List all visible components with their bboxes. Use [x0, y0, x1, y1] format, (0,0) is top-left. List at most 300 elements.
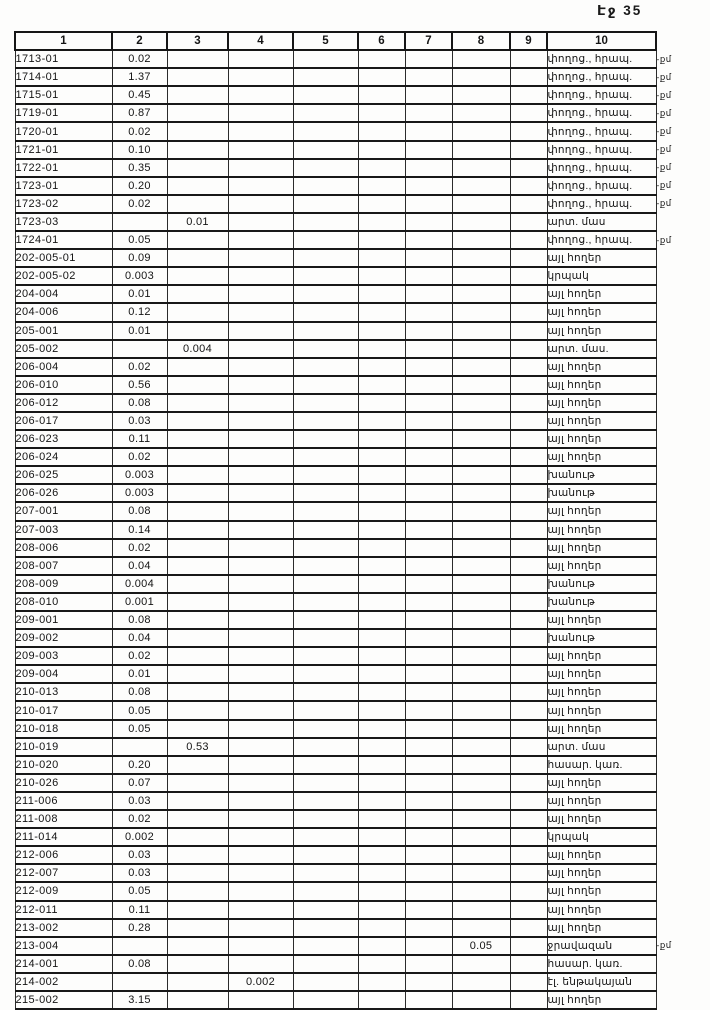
cell-area-value	[358, 901, 405, 919]
cell-parcel-code: 209-002	[15, 629, 112, 647]
cell-margin-note	[656, 466, 704, 484]
cell-land-use: այլ հողեր	[547, 358, 656, 376]
cell-area-value	[228, 86, 293, 104]
cell-area-value	[510, 213, 547, 231]
cell-land-use: այլ հողեր	[547, 882, 656, 900]
cell-area-value	[293, 521, 358, 539]
cell-parcel-code: 214-001	[15, 955, 112, 973]
cell-area-value	[293, 901, 358, 919]
cell-area-value	[358, 647, 405, 665]
cell-margin-note	[656, 846, 704, 864]
cell-area-value	[228, 502, 293, 520]
cell-area-value	[405, 973, 452, 991]
cell-area-value	[167, 159, 228, 177]
cell-area-value	[112, 937, 167, 955]
cell-area-value	[167, 231, 228, 249]
cell-area-value	[358, 665, 405, 683]
cell-area-value	[358, 466, 405, 484]
cell-area-value	[167, 683, 228, 701]
cell-area-value: 0.01	[112, 285, 167, 303]
table-row	[15, 358, 704, 376]
cell-land-use: այլ հողեր	[547, 901, 656, 919]
cell-area-value	[293, 267, 358, 285]
cell-area-value	[510, 557, 547, 575]
cell-area-value	[358, 828, 405, 846]
cell-area-value: 0.45	[112, 86, 167, 104]
cell-area-value	[405, 738, 452, 756]
cell-area-value: 0.003	[112, 466, 167, 484]
cell-area-value	[293, 340, 358, 358]
cell-area-value	[510, 683, 547, 701]
cell-land-use: այլ հողեր	[547, 665, 656, 683]
cell-area-value	[228, 991, 293, 1009]
cell-area-value	[358, 104, 405, 122]
cell-area-value	[293, 955, 358, 973]
cell-area-value	[167, 448, 228, 466]
cell-area-value	[293, 720, 358, 738]
cell-area-value: 0.87	[112, 104, 167, 122]
cell-area-value	[405, 448, 452, 466]
cell-area-value	[405, 647, 452, 665]
cell-area-value	[405, 629, 452, 647]
table-row	[15, 955, 704, 973]
cell-area-value	[510, 593, 547, 611]
cell-area-value	[358, 539, 405, 557]
cell-area-value	[452, 394, 510, 412]
cell-area-value: 0.20	[112, 756, 167, 774]
cell-parcel-code: 210-020	[15, 756, 112, 774]
cell-margin-note	[656, 774, 704, 792]
cell-land-use: փողոց., հրապ.	[547, 231, 656, 249]
cell-parcel-code: 206-023	[15, 430, 112, 448]
cell-area-value: 0.05	[452, 937, 510, 955]
cell-area-value: 0.05	[112, 720, 167, 738]
cell-area-value	[167, 394, 228, 412]
cell-margin-note	[656, 484, 704, 502]
cell-land-use: այլ հողեր	[547, 539, 656, 557]
cell-area-value	[452, 159, 510, 177]
table-row	[15, 466, 704, 484]
cell-land-use: այլ հողեր	[547, 430, 656, 448]
cell-area-value	[358, 249, 405, 267]
table-row	[15, 774, 704, 792]
cell-area-value	[358, 629, 405, 647]
table-row	[15, 285, 704, 303]
cell-area-value	[510, 195, 547, 213]
column-header-4: 4	[228, 32, 293, 50]
cell-area-value	[228, 955, 293, 973]
cell-parcel-code: 215-002	[15, 991, 112, 1009]
cell-area-value	[452, 104, 510, 122]
cell-margin-note	[656, 792, 704, 810]
cell-area-value	[167, 647, 228, 665]
cell-area-value	[228, 882, 293, 900]
cell-area-value	[293, 249, 358, 267]
cell-land-use: խանութ	[547, 629, 656, 647]
cell-margin-note	[656, 521, 704, 539]
cell-parcel-code: 206-025	[15, 466, 112, 484]
cell-area-value	[228, 68, 293, 86]
cell-area-value	[167, 86, 228, 104]
cell-area-value	[293, 376, 358, 394]
cell-margin-note	[656, 611, 704, 629]
table-row	[15, 122, 704, 140]
cell-margin-note	[656, 683, 704, 701]
cell-area-value	[510, 340, 547, 358]
cell-area-value	[167, 593, 228, 611]
cell-land-use: խանութ	[547, 484, 656, 502]
cell-area-value	[167, 864, 228, 882]
cell-area-value	[452, 756, 510, 774]
cell-area-value: 0.003	[112, 484, 167, 502]
cell-area-value	[452, 213, 510, 231]
cell-area-value	[293, 141, 358, 159]
table-row	[15, 575, 704, 593]
cell-area-value: 0.02	[112, 647, 167, 665]
cell-area-value	[405, 774, 452, 792]
cell-area-value: 0.02	[112, 448, 167, 466]
cell-area-value	[510, 177, 547, 195]
cell-area-value	[293, 50, 358, 68]
cell-area-value	[293, 647, 358, 665]
cell-area-value: 0.10	[112, 141, 167, 159]
cell-area-value	[510, 502, 547, 520]
cell-area-value	[452, 901, 510, 919]
cell-parcel-code: 204-006	[15, 303, 112, 321]
cell-margin-note	[656, 756, 704, 774]
cell-area-value	[228, 665, 293, 683]
cell-area-value	[405, 376, 452, 394]
cell-area-value	[510, 466, 547, 484]
cell-area-value	[228, 792, 293, 810]
cell-area-value	[167, 901, 228, 919]
cell-area-value	[167, 575, 228, 593]
table-row	[15, 846, 704, 864]
cell-area-value	[228, 267, 293, 285]
cell-area-value: 0.002	[112, 828, 167, 846]
cell-area-value	[510, 267, 547, 285]
table-row	[15, 539, 704, 557]
cell-area-value	[358, 683, 405, 701]
cell-area-value	[167, 484, 228, 502]
cell-parcel-code: 210-019	[15, 738, 112, 756]
cell-parcel-code: 212-009	[15, 882, 112, 900]
cell-land-use: արտ. մաս	[547, 213, 656, 231]
cell-area-value	[167, 322, 228, 340]
cell-margin-note	[656, 303, 704, 321]
cell-area-value	[358, 593, 405, 611]
cell-area-value	[293, 611, 358, 629]
cell-parcel-code: 1722-01	[15, 159, 112, 177]
cell-area-value	[293, 104, 358, 122]
cell-area-value: 0.14	[112, 521, 167, 539]
cell-area-value	[405, 683, 452, 701]
cell-area-value	[228, 340, 293, 358]
cell-area-value	[405, 249, 452, 267]
cell-area-value	[405, 521, 452, 539]
cell-area-value	[452, 285, 510, 303]
cell-area-value	[405, 792, 452, 810]
cell-area-value	[510, 50, 547, 68]
cell-area-value	[228, 122, 293, 140]
cell-area-value	[228, 285, 293, 303]
cell-area-value	[167, 539, 228, 557]
cell-margin-note	[656, 973, 704, 991]
cell-area-value	[452, 864, 510, 882]
cell-parcel-code: 208-010	[15, 593, 112, 611]
cell-area-value	[167, 104, 228, 122]
cell-area-value	[228, 919, 293, 937]
cell-parcel-code: 207-003	[15, 521, 112, 539]
cell-area-value	[167, 412, 228, 430]
cell-area-value	[228, 846, 293, 864]
cell-area-value	[405, 50, 452, 68]
cell-parcel-code: 208-007	[15, 557, 112, 575]
cell-area-value: 0.02	[112, 358, 167, 376]
cell-area-value	[228, 720, 293, 738]
table-row	[15, 177, 704, 195]
table-row	[15, 611, 704, 629]
cell-area-value	[167, 50, 228, 68]
cell-area-value	[405, 394, 452, 412]
cell-area-value	[452, 68, 510, 86]
cell-land-use: արտ. մաս.	[547, 340, 656, 358]
cell-land-use: փողոց., հրապ.	[547, 86, 656, 104]
cell-area-value	[228, 557, 293, 575]
cell-area-value	[167, 991, 228, 1009]
cell-area-value	[405, 937, 452, 955]
table-row	[15, 882, 704, 900]
cell-area-value	[228, 683, 293, 701]
cell-area-value	[167, 792, 228, 810]
cell-area-value	[452, 502, 510, 520]
cell-area-value	[358, 213, 405, 231]
cell-margin-note: -քմ	[656, 144, 672, 155]
cell-area-value	[452, 322, 510, 340]
cell-parcel-code: 211-006	[15, 792, 112, 810]
cell-area-value	[510, 358, 547, 376]
cell-area-value	[405, 882, 452, 900]
cell-land-use: այլ հողեր	[547, 991, 656, 1009]
cell-area-value	[293, 394, 358, 412]
cell-area-value	[293, 701, 358, 719]
cell-area-value	[228, 213, 293, 231]
cell-margin-note	[656, 430, 704, 448]
cell-area-value	[358, 177, 405, 195]
table-row	[15, 159, 704, 177]
cell-area-value	[510, 919, 547, 937]
cell-area-value	[293, 629, 358, 647]
cell-area-value	[358, 412, 405, 430]
cell-area-value	[510, 322, 547, 340]
cell-parcel-code: 210-017	[15, 701, 112, 719]
cell-area-value	[452, 919, 510, 937]
table-row	[15, 412, 704, 430]
cell-area-value	[510, 828, 547, 846]
cell-area-value	[405, 267, 452, 285]
cell-parcel-code: 206-026	[15, 484, 112, 502]
cell-area-value	[358, 611, 405, 629]
table-row	[15, 629, 704, 647]
table-row	[15, 104, 704, 122]
cell-area-value: 0.02	[112, 50, 167, 68]
cell-area-value	[452, 828, 510, 846]
table-row	[15, 973, 704, 991]
cell-area-value	[228, 358, 293, 376]
cell-area-value	[228, 774, 293, 792]
cell-land-use: կրպակ	[547, 267, 656, 285]
cell-area-value	[405, 141, 452, 159]
cell-area-value	[293, 213, 358, 231]
cell-area-value	[405, 502, 452, 520]
cell-land-use: այլ հողեր	[547, 919, 656, 937]
cell-margin-note	[656, 285, 704, 303]
cell-area-value	[510, 141, 547, 159]
cell-area-value	[167, 557, 228, 575]
cell-area-value	[167, 756, 228, 774]
cell-land-use: այլ հողեր	[547, 322, 656, 340]
cell-margin-note	[656, 340, 704, 358]
cell-parcel-code: 1719-01	[15, 104, 112, 122]
cell-land-use: այլ հողեր	[547, 701, 656, 719]
cell-area-value	[405, 412, 452, 430]
table-row	[15, 991, 704, 1009]
cell-area-value	[510, 484, 547, 502]
table-header-row	[15, 32, 704, 50]
cell-area-value	[358, 882, 405, 900]
cell-area-value	[112, 340, 167, 358]
cell-area-value: 0.02	[112, 539, 167, 557]
cell-area-value: 0.28	[112, 919, 167, 937]
cell-area-value: 0.04	[112, 557, 167, 575]
cell-area-value	[293, 303, 358, 321]
cell-parcel-code: 211-014	[15, 828, 112, 846]
cell-area-value	[452, 810, 510, 828]
table-row	[15, 521, 704, 539]
cell-area-value	[510, 665, 547, 683]
cell-area-value	[452, 122, 510, 140]
cell-area-value	[293, 593, 358, 611]
cell-area-value	[358, 231, 405, 249]
column-header-1: 1	[15, 32, 112, 50]
cell-parcel-code: 209-004	[15, 665, 112, 683]
cell-area-value	[358, 810, 405, 828]
cell-area-value: 1.37	[112, 68, 167, 86]
cell-area-value	[510, 973, 547, 991]
cell-land-use: փողոց., հրապ.	[547, 177, 656, 195]
cell-area-value	[405, 864, 452, 882]
cell-area-value	[510, 701, 547, 719]
cell-land-use: հասար. կառ.	[547, 756, 656, 774]
cell-parcel-code: 212-011	[15, 901, 112, 919]
cell-area-value	[358, 322, 405, 340]
cell-parcel-code: 1720-01	[15, 122, 112, 140]
cell-area-value	[452, 665, 510, 683]
cell-margin-note	[656, 738, 704, 756]
cell-area-value: 0.56	[112, 376, 167, 394]
cell-land-use: այլ հողեր	[547, 303, 656, 321]
cell-area-value: 0.03	[112, 864, 167, 882]
table-row	[15, 665, 704, 683]
cell-margin-note: -քմ	[656, 126, 672, 137]
cell-area-value	[452, 973, 510, 991]
cell-area-value	[452, 267, 510, 285]
cell-margin-note	[656, 557, 704, 575]
cell-area-value	[405, 955, 452, 973]
cell-area-value	[452, 774, 510, 792]
cell-land-use: փողոց., հրապ.	[547, 141, 656, 159]
cell-area-value	[358, 376, 405, 394]
cell-parcel-code: 211-008	[15, 810, 112, 828]
table-row	[15, 901, 704, 919]
cell-land-use: այլ հողեր	[547, 557, 656, 575]
cell-area-value	[228, 937, 293, 955]
cell-land-use: այլ հողեր	[547, 611, 656, 629]
cell-area-value	[293, 484, 358, 502]
cell-area-value	[293, 937, 358, 955]
cell-area-value	[405, 665, 452, 683]
cell-area-value	[510, 303, 547, 321]
cell-area-value	[510, 846, 547, 864]
cell-land-use: արտ. մաս	[547, 738, 656, 756]
table-row	[15, 937, 704, 955]
table-row	[15, 249, 704, 267]
cell-land-use: փողոց., հրապ.	[547, 104, 656, 122]
cell-parcel-code: 1715-01	[15, 86, 112, 104]
cell-parcel-code: 206-024	[15, 448, 112, 466]
cell-area-value	[167, 521, 228, 539]
cell-area-value	[405, 86, 452, 104]
cell-area-value	[510, 720, 547, 738]
cell-area-value	[293, 285, 358, 303]
cell-area-value	[358, 86, 405, 104]
cell-area-value	[167, 810, 228, 828]
cell-area-value	[510, 376, 547, 394]
cell-area-value	[452, 303, 510, 321]
cell-area-value	[510, 104, 547, 122]
cell-area-value: 0.11	[112, 430, 167, 448]
registry-table-body	[15, 50, 704, 1009]
cell-area-value	[452, 738, 510, 756]
cell-area-value: 0.01	[167, 213, 228, 231]
cell-area-value: 0.004	[167, 340, 228, 358]
table-row	[15, 756, 704, 774]
cell-area-value: 0.001	[112, 593, 167, 611]
column-header-9: 9	[510, 32, 547, 50]
cell-area-value	[228, 412, 293, 430]
cell-area-value: 0.53	[167, 738, 228, 756]
cell-area-value	[167, 358, 228, 376]
table-row	[15, 322, 704, 340]
cell-area-value: 0.08	[112, 502, 167, 520]
cell-area-value	[358, 340, 405, 358]
cell-margin-note: -քմ	[656, 198, 672, 209]
cell-area-value	[228, 448, 293, 466]
cell-land-use: այլ հողեր	[547, 412, 656, 430]
cell-area-value	[358, 792, 405, 810]
cell-parcel-code: 210-018	[15, 720, 112, 738]
cell-area-value	[293, 864, 358, 882]
column-header-8: 8	[452, 32, 510, 50]
cell-area-value	[167, 665, 228, 683]
cell-area-value	[293, 322, 358, 340]
cell-land-use: այլ հողեր	[547, 521, 656, 539]
cell-area-value: 0.05	[112, 701, 167, 719]
cell-area-value	[358, 195, 405, 213]
cell-area-value	[452, 86, 510, 104]
cell-margin-note	[656, 882, 704, 900]
cell-margin-note	[656, 665, 704, 683]
